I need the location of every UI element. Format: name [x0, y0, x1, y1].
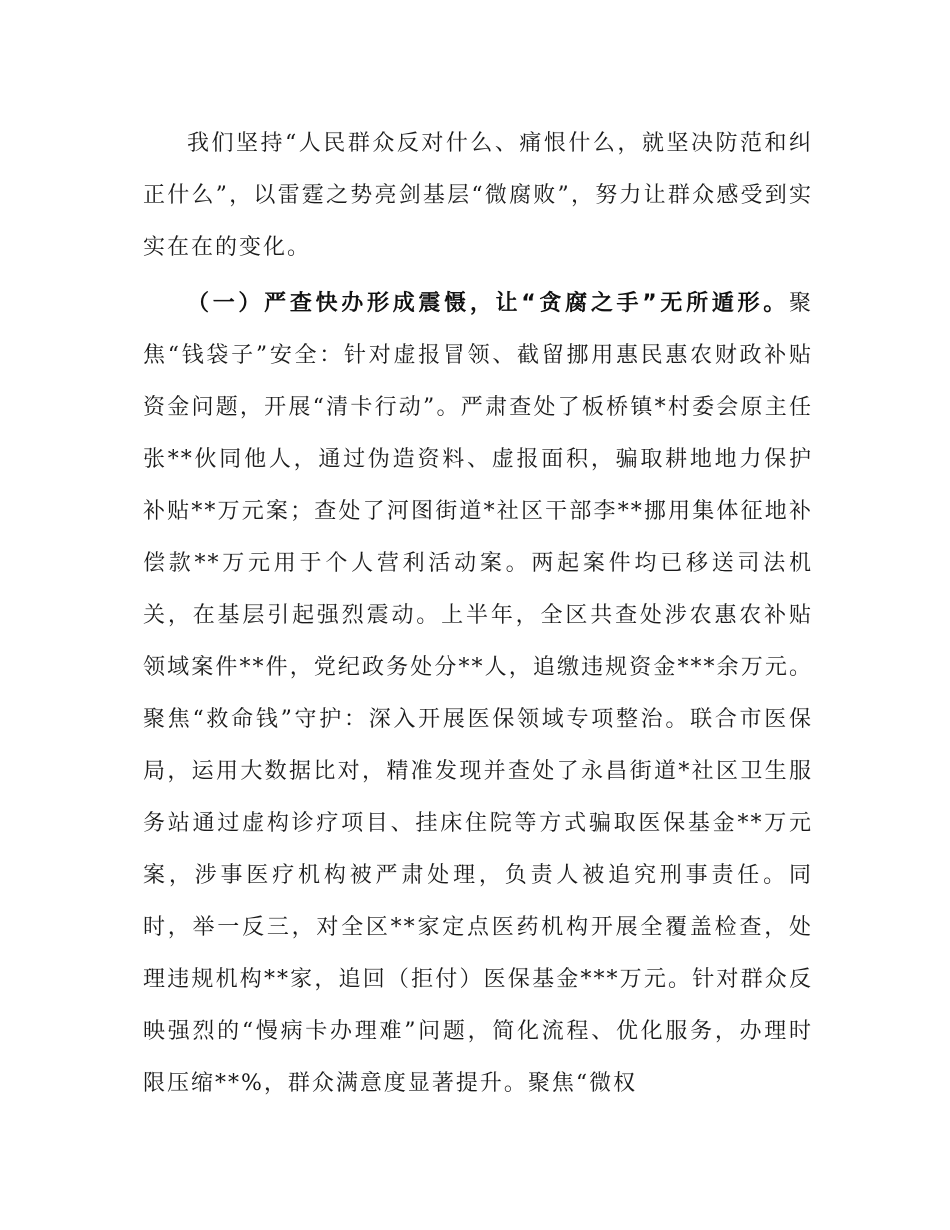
- section-heading: （一）严查快办形成震慑，让“贪腐之手”无所遁形。: [187, 291, 789, 316]
- paragraph-intro: 我们坚持“人民群众反对什么、痛恨什么，就坚决防范和纠正什么”，以雷霆之势亮剑基层“微腐败”，努力让群众感受到实实在在的变化。: [143, 131, 813, 260]
- section-body: 聚焦“钱袋子”安全：针对虚报冒领、截留挪用惠民惠农财政补贴资金问题，开展“清卡行动”。严肃查处了板桥镇*村委会原主任张**伙同他人，通过伪造资料、虚报面积，骗取耕地地力保护补贴**万元案；查处了河图街道*社区干部李**挪用集体征地补偿款**万元用于个人营利活动案。两起案件均已移送司法机关，在基层引起强烈震动。上半年，全区共查处涉农惠农补贴领域案件**件，党纪政务处分**人，追缴违规资金***余万元。聚焦“救命钱”守护：深入开展医保领域专项整治。联合市医保局，运用大数据比对，精准发现并查处了永昌街道*社区卫生服务站通过虚构诊疗项目、挂床住院等方式骗取医保基金**万元案，涉事医疗机构被严肃处理，负责人被追究刑事责任。同时，举一反三，对全区**家定点医药机构开展全覆盖检查，处理违规机构**家，追回（拒付）医保基金***万元。针对群众反映强烈的“慢病卡办理难”问题，简化流程、优化服务，办理时限压缩**%，群众满意度显著提升。聚焦“微权: [143, 291, 813, 1096]
- paragraph-section-one: [143, 278, 813, 1110]
